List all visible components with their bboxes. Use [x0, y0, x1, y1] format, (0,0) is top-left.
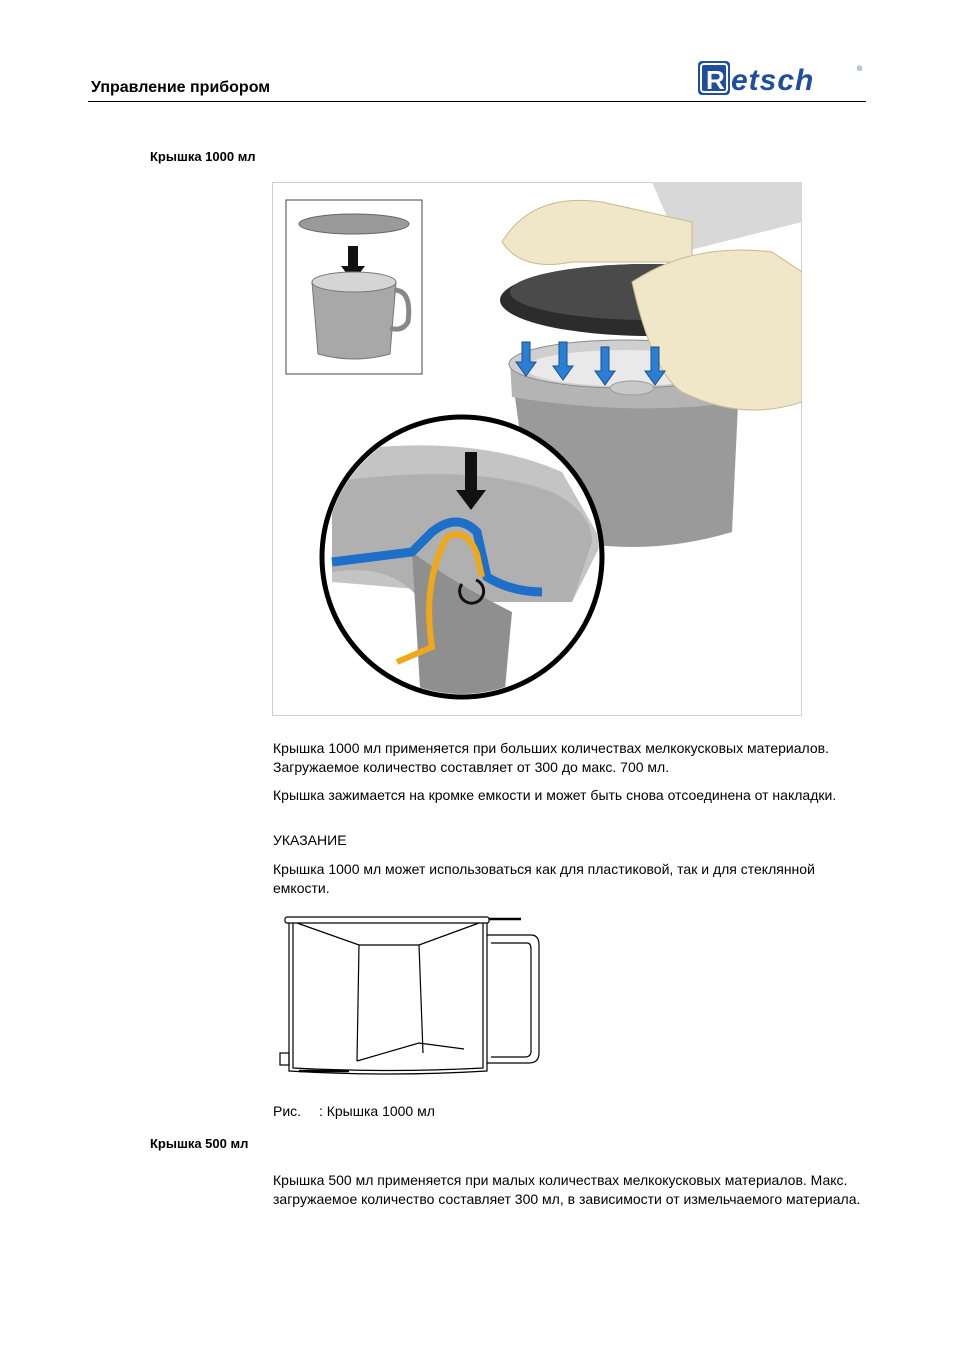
section-title-lid-1000: Крышка 1000 мл [150, 149, 256, 164]
note-text: Крышка 1000 мл может использоваться как для пластиковой, так и для стеклянной емкости. [273, 861, 815, 896]
section-title-lid-500: Крышка 500 мл [150, 1136, 249, 1151]
svg-text:®: ® [857, 66, 863, 73]
svg-text:etsch: etsch [731, 64, 815, 97]
caption-text: : Крышка 1000 мл [318, 1103, 435, 1119]
lid-1000-attachment-text: Крышка зажимается на кромке емкости и может быть снова отсоединена от накладки. [273, 787, 837, 803]
lid-1000-illustration [272, 182, 802, 716]
retsch-logo [697, 59, 865, 99]
lid-500-description: Крышка 500 мл применяется при малых количествах мелкокусковых материалов. Макс. загружаемое количество составляет 300 мл, в зависимости от измельчаемого материала. [273, 1172, 861, 1207]
lid-1000-line-drawing [279, 913, 544, 1078]
svg-text:R: R [706, 65, 725, 95]
figure-caption [273, 1103, 435, 1119]
caption-prefix: Рис. [273, 1103, 302, 1119]
lid-1000-description: Крышка 1000 мл применяется при больших количествах мелкокусковых материалов. Загружаемое количество составляет от 300 до макс. 700 мл. [273, 740, 829, 775]
header-divider [88, 101, 866, 102]
note-label: УКАЗАНИЕ [273, 832, 347, 848]
page-header-title: Управление прибором [91, 79, 271, 96]
